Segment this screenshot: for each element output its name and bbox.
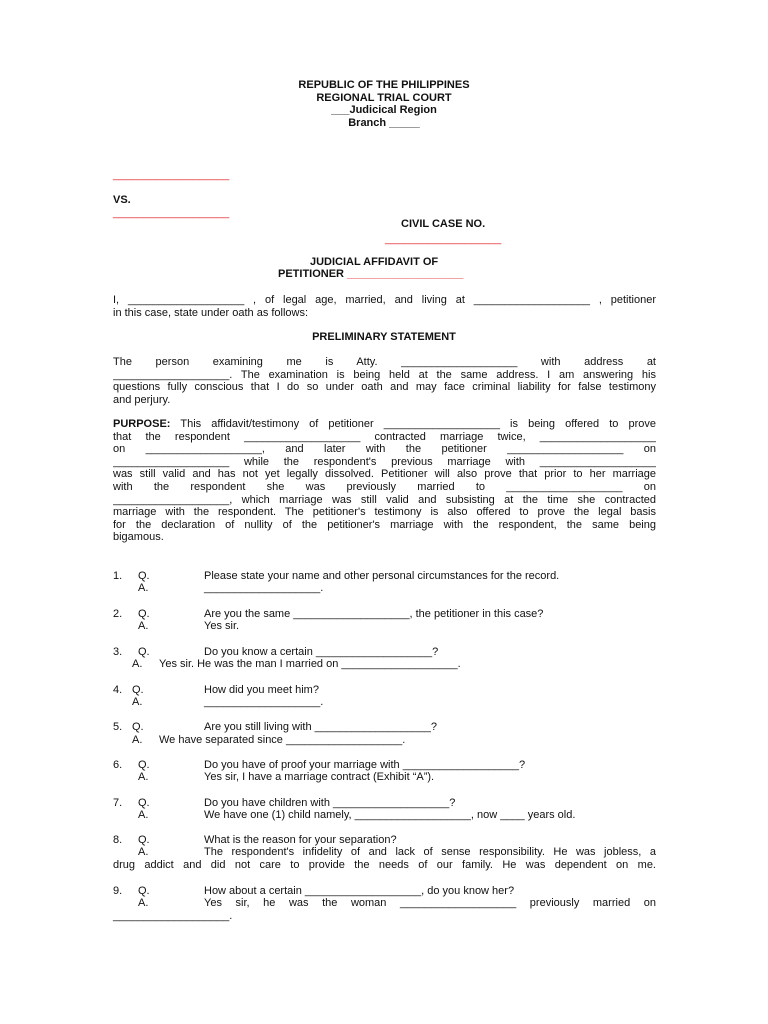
vs-label: VS. [113, 194, 131, 206]
civil-case-blank: ___________________ [385, 233, 502, 245]
answer-text [204, 897, 656, 910]
preliminary-paragraph [113, 356, 656, 406]
question-text: Do you know a certain ___________________? [204, 646, 439, 658]
answer-text: We have one (1) child namely, ___________________, now ____ years old. [204, 809, 576, 821]
q-label: Q. [138, 570, 150, 582]
purpose-line: with the respondent she was previously married to ___________________ on [113, 480, 656, 493]
header-region: ___Judicical Region [331, 104, 437, 116]
q-label: Q. [138, 834, 150, 846]
q-label: Q. [132, 684, 144, 696]
a-label: A. [138, 809, 149, 821]
preliminary-heading: PRELIMINARY STATEMENT [312, 331, 456, 343]
question-text: Do you have of proof your marriage with ___________________? [204, 759, 526, 771]
q-label: Q. [138, 759, 150, 771]
a-label: A. [138, 771, 149, 783]
answer-text: Yes sir, I have a marriage contract (Exhibit “A”). [204, 771, 435, 783]
question-text: How about a certain ___________________, do you know her? [204, 885, 515, 897]
answer-line: Yes sir, he was the woman ___________________ previously married on [204, 897, 656, 909]
qa-number: 4. [113, 684, 123, 696]
header-republic: REPUBLIC OF THE PHILIPPINES [298, 79, 470, 91]
preliminary-line: and perjury. [113, 393, 171, 406]
purpose-line: marriage with the respondent. The petitioner's testimony is also offered to prove the legal basis [113, 506, 656, 519]
question-text: Are you the same ___________________, the petitioner in this case? [204, 608, 544, 620]
header-court: REGIONAL TRIAL COURT [316, 92, 452, 104]
answer-line: drug addict and did not care to provide the needs of our family. He was dependent on me. [113, 859, 656, 871]
q-label: Q. [138, 608, 150, 620]
a-label: A. [132, 734, 143, 746]
question-text: Please state your name and other personal circumstances for the record. [204, 570, 560, 582]
header-branch: Branch _____ [348, 117, 420, 129]
purpose-line: PURPOSE: This affidavit/testimony of petitioner ___________________ is being offered to prove [113, 418, 656, 430]
q-label: Q. [138, 797, 150, 809]
respondent-blank: ___________________ [113, 207, 230, 219]
answer-continuation [113, 859, 656, 872]
affidavit-title-petitioner [278, 268, 463, 281]
question-text: Do you have children with ___________________? [204, 797, 456, 809]
answer-text: We have separated since ___________________. [159, 734, 406, 746]
preliminary-line: The person examining me is Atty. ___________________ with address at [113, 356, 656, 368]
civil-case-label: CIVIL CASE NO. [401, 218, 486, 230]
purpose-label: PURPOSE: [113, 418, 171, 430]
intro-line: in this case, state under oath as follows: [113, 306, 309, 319]
preliminary-line: ___________________. The examination is being held at the same address. I am answering his [113, 368, 656, 381]
answer-text: Yes sir. [204, 620, 240, 632]
purpose-line: for the declaration of nullity of the petitioner's marriage with the respondent, the same being [113, 518, 656, 531]
answer-continuation: ___________________. [113, 910, 233, 922]
qa-number: 6. [113, 759, 123, 771]
a-label: A. [138, 846, 149, 858]
purpose-line: ___________________, which marriage was still valid and subsisting at the time she contracted [113, 493, 656, 506]
purpose-line: on ___________________, and later with the petitioner ___________________ on [113, 443, 656, 456]
answer-text: ___________________. [204, 696, 324, 708]
purpose-line: that the respondent ___________________ contracted marriage twice, ___________________ [113, 430, 656, 443]
purpose-line: ___________________ while the respondent's previous marriage with ___________________ [113, 455, 656, 468]
question-text: What is the reason for your separation? [204, 834, 397, 846]
qa-number: 7. [113, 797, 123, 809]
qa-number: 5. [113, 721, 123, 733]
a-label: A. [138, 620, 149, 632]
qa-number: 9. [113, 885, 123, 897]
qa-number: 1. [113, 570, 123, 582]
qa-number: 3. [113, 646, 123, 658]
preliminary-line: questions fully conscious that I do so under oath and may face criminal liability for false testimony [113, 381, 656, 394]
answer-text: Yes sir. He was the man I married on ___________________. [159, 658, 461, 670]
petitioner-blank: ___________________ [113, 169, 230, 181]
q-label: Q. [138, 885, 150, 897]
question-text: How did you meet him? [204, 684, 319, 696]
purpose-line: bigamous. [113, 531, 164, 544]
a-label: A. [132, 696, 143, 708]
a-label: A. [138, 897, 149, 909]
a-label: A. [132, 658, 143, 670]
qa-number: 8. [113, 834, 123, 846]
q-label: Q. [132, 721, 144, 733]
intro-line: I, ___________________ , of legal age, married, and living at ___________________ , petitioner [113, 294, 656, 306]
intro-paragraph [113, 294, 656, 319]
a-label: A. [138, 582, 149, 594]
answer-text [204, 846, 656, 859]
petitioner-label: PETITIONER [278, 268, 345, 280]
qa-number: 2. [113, 608, 123, 620]
purpose-line: was still valid and has not yet legally dissolved. Petitioner will also prove that prior to her marriage [113, 468, 656, 481]
answer-text: ___________________. [204, 582, 324, 594]
petitioner-name-blank: ___________________ [347, 268, 464, 280]
answer-line: The respondent's infidelity of and lack of sense responsibility. He was jobless, a [204, 846, 656, 858]
question-text: Are you still living with ___________________? [204, 721, 438, 733]
q-label: Q. [138, 646, 150, 658]
affidavit-title: JUDICIAL AFFIDAVIT OF [310, 256, 439, 268]
purpose-paragraph [113, 418, 656, 544]
